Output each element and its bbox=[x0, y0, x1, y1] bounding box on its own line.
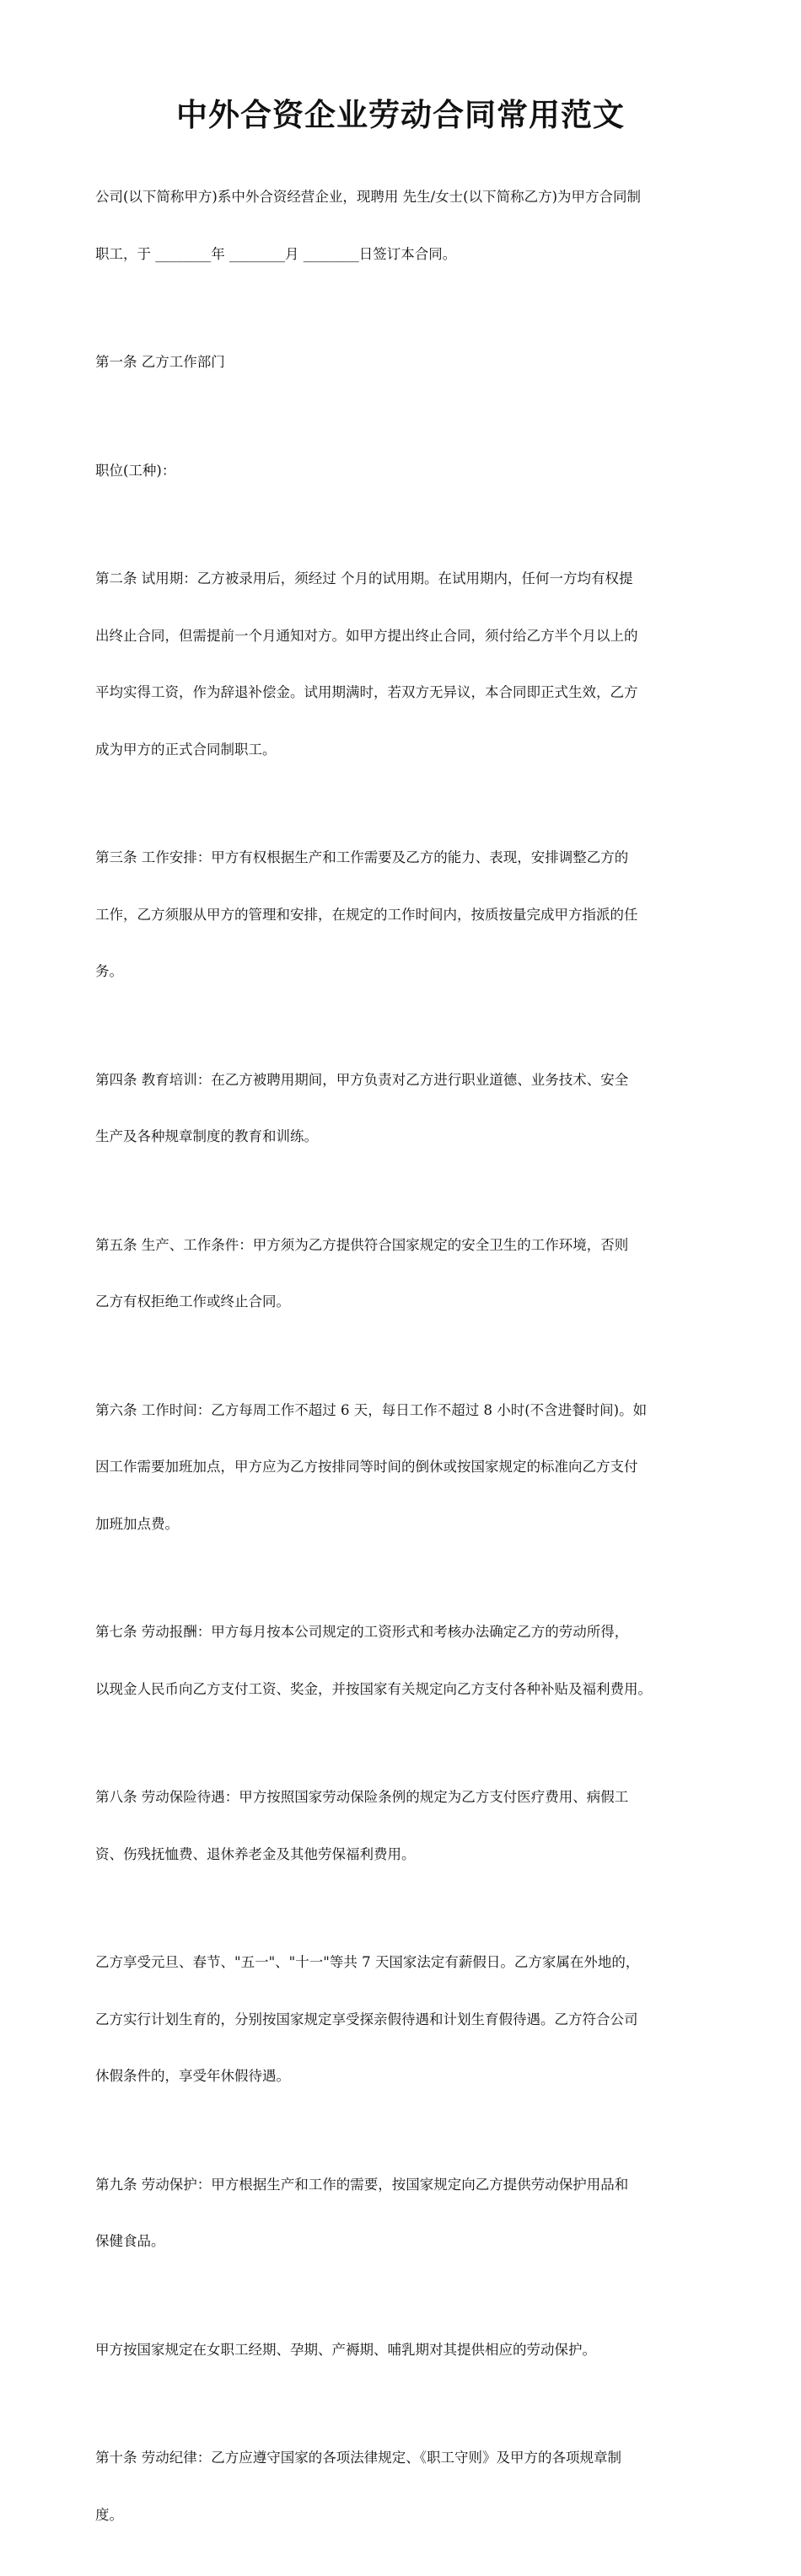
paragraph-line: 第十条 劳动纪律：乙方应遵守国家的各项法律规定、《职工守则》及甲方的各项规章制 bbox=[95, 2450, 621, 2466]
paragraph-line: 成为甲方的正式合同制职工。 bbox=[95, 741, 277, 758]
paragraph-article-5 bbox=[95, 1198, 715, 1350]
paragraph-line: 职位(工种)： bbox=[95, 462, 176, 479]
paragraph-line: 务。 bbox=[95, 963, 123, 979]
paragraph-line: 第三条 工作安排：甲方有权根据生产和工作需要及乙方的能力、表现，安排调整乙方的 bbox=[95, 849, 629, 865]
paragraph-line: 因工作需要加班加点，甲方应为乙方按排同等时间的倒休或按国家规定的标准向乙方支付 bbox=[95, 1459, 638, 1475]
paragraph-line: 第九条 劳动保护：甲方根据生产和工作的需要，按国家规定向乙方提供劳动保护用品和 bbox=[95, 2176, 629, 2193]
paragraph-article-3 bbox=[95, 811, 715, 1020]
paragraph-article-6 bbox=[95, 1363, 715, 1572]
paragraph-article-8 bbox=[95, 1750, 715, 1902]
paragraph-article-10 bbox=[95, 2411, 715, 2563]
paragraph-line: 第四条 教育培训：在乙方被聘用期间，甲方负责对乙方进行职业道德、业务技术、安全 bbox=[95, 1071, 629, 1088]
paragraph-line: 第八条 劳动保险待遇：甲方按照国家劳动保险条例的规定为乙方支付医疗费用、病假工 bbox=[95, 1789, 629, 1805]
paragraph-line: 公司(以下简称甲方)系中外合资经营企业，现聘用 先生/女士(以下简称乙方)为甲方合同制 bbox=[95, 189, 642, 205]
paragraph-line: 平均实得工资，作为辞退补偿金。试用期满时，若双方无异议，本合同即正式生效，乙方 bbox=[95, 684, 638, 700]
paragraph-article-7 bbox=[95, 1585, 715, 1737]
paragraph-line: 职工，于 ________年 ________月 ________日签订本合同。 bbox=[95, 245, 457, 262]
paragraph-line: 出终止合同，但需提前一个月通知对方。如甲方提出终止合同，须付给乙方半个月以上的 bbox=[95, 627, 638, 644]
paragraph-line: 度。 bbox=[95, 2506, 123, 2523]
paragraph-line: 生产及各种规章制度的教育和训练。 bbox=[95, 1128, 318, 1144]
paragraph-line: 资、伤残抚恤费、退休养老金及其他劳保福利费用。 bbox=[95, 1845, 416, 1862]
paragraph-line: 工作，乙方须服从甲方的管理和安排，在规定的工作时间内，按质按量完成甲方指派的任 bbox=[95, 906, 638, 923]
paragraph-line: 第二条 试用期：乙方被录用后，须经过 个月的试用期。在试用期内，任何一方均有权提 bbox=[95, 570, 633, 586]
paragraph-intro bbox=[95, 150, 715, 302]
paragraph-article-1 bbox=[95, 315, 715, 410]
paragraph-position bbox=[95, 424, 715, 519]
paragraph-line: 加班加点费。 bbox=[95, 1515, 179, 1532]
paragraph-line: 以现金人民币向乙方支付工资、奖金，并按国家有关规定向乙方支付各种补贴及福利费用。 bbox=[95, 1680, 652, 1697]
paragraph-line: 第一条 乙方工作部门 bbox=[95, 354, 225, 370]
paragraph-article-4 bbox=[95, 1033, 715, 1185]
paragraph-line: 第七条 劳动报酬：甲方每月按本公司规定的工资形式和考核办法确定乙方的劳动所得， bbox=[95, 1624, 629, 1640]
paragraph-line: 保健食品。 bbox=[95, 2233, 165, 2249]
paragraph-line: 甲方按国家规定在女职工经期、孕期、产褥期、哺乳期对其提供相应的劳动保护。 bbox=[95, 2341, 596, 2358]
page-title: 中外合资企业劳动合同常用范文 bbox=[176, 97, 625, 133]
paragraph-line: 乙方享受元旦、春节、"五一"、"十一"等共 7 天国家法定有薪假日。乙方家属在外地的， bbox=[95, 1954, 640, 1970]
paragraph-article-9 bbox=[95, 2138, 715, 2289]
paragraph-line: 乙方实行计划生育的，分别按国家规定享受探亲假待遇和计划生育假待遇。乙方符合公司 bbox=[95, 2011, 638, 2027]
paragraph-article-2 bbox=[95, 532, 715, 797]
document-body bbox=[95, 150, 715, 2576]
paragraph-line: 乙方有权拒绝工作或终止合同。 bbox=[95, 1293, 290, 1309]
paragraph-female-protection bbox=[95, 2303, 715, 2398]
paragraph-line: 休假条件的，享受年休假待遇。 bbox=[95, 2068, 290, 2084]
paragraph-line: 第六条 工作时间：乙方每周工作不超过 6 天，每日工作不超过 8 小时(不含进餐时间)。如 bbox=[95, 1401, 648, 1418]
paragraph-holidays bbox=[95, 1915, 715, 2124]
paragraph-line: 第五条 生产、工作条件：甲方须为乙方提供符合国家规定的安全卫生的工作环境，否则 bbox=[95, 1236, 629, 1253]
